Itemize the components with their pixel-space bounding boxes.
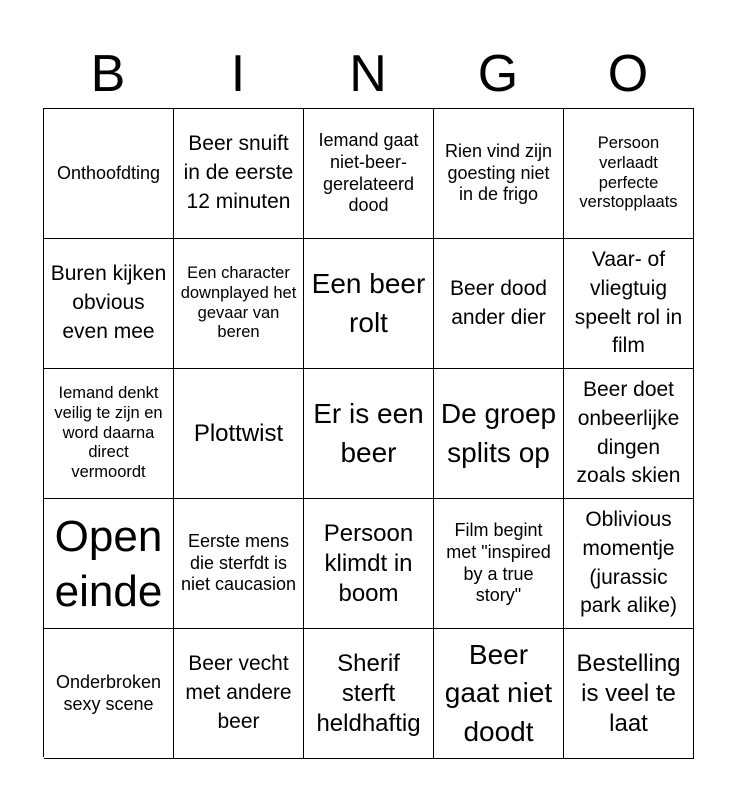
header-letter-i: I [230, 45, 246, 103]
cell-text: Iemand denkt veilig te zijn en word daarna direct vermoordt [54, 384, 163, 482]
bingo-cell[interactable] [304, 369, 434, 499]
cell-text: Beer dood ander dier [450, 276, 547, 329]
bingo-cell[interactable] [44, 499, 174, 629]
bingo-cell[interactable] [434, 499, 564, 629]
cell-text: Beer snuift in de eerste 12 minuten [183, 132, 294, 213]
cell-text: Er is een beer [313, 397, 424, 468]
cell-text: Film begint met "inspired by a true story" [446, 520, 551, 606]
bingo-cell[interactable] [434, 629, 564, 759]
bingo-cell[interactable] [564, 239, 694, 369]
bingo-board [43, 108, 694, 757]
bingo-cell[interactable] [44, 629, 174, 759]
cell-text: Rien vind zijn goesting niet in de frigo [444, 141, 553, 205]
header-letter-b: B [90, 45, 126, 103]
bingo-cell[interactable] [44, 239, 174, 369]
bingo-cell[interactable] [44, 109, 174, 239]
bingo-cell[interactable] [564, 499, 694, 629]
bingo-cell[interactable] [434, 109, 564, 239]
header-letter-o: O [607, 45, 649, 103]
bingo-cell[interactable] [304, 109, 434, 239]
bingo-cell[interactable] [434, 239, 564, 369]
cell-text: Open einde [54, 511, 163, 616]
cell-text: Eerste mens die sterfdt is niet caucasion [180, 531, 297, 595]
cell-text: Persoon klimdt in boom [323, 519, 414, 607]
cell-text: Onderbroken sexy scene [55, 671, 162, 714]
bingo-cell[interactable] [564, 629, 694, 759]
bingo-cell[interactable] [174, 629, 304, 759]
cell-text: Sherif sterft heldhaftig [316, 649, 421, 737]
bingo-cell[interactable] [304, 629, 434, 759]
cell-text: Bestelling is veel te laat [576, 649, 681, 737]
bingo-cell[interactable] [564, 109, 694, 239]
bingo-cell[interactable] [174, 239, 304, 369]
cell-text: Iemand gaat niet-beer-gerelateerd dood [318, 130, 419, 216]
header-letter-n: N [349, 45, 387, 103]
bingo-cell[interactable] [564, 369, 694, 499]
cell-text: Oblivious momentje (jurassic park alike) [580, 507, 677, 618]
cell-text: Plottwist [193, 419, 284, 447]
bingo-header [43, 40, 693, 108]
cell-text: Een beer rolt [311, 267, 426, 338]
bingo-cell[interactable] [174, 369, 304, 499]
cell-text: De groep splits op [440, 397, 557, 468]
bingo-cell[interactable] [174, 109, 304, 239]
header-letter-g: G [477, 45, 519, 103]
cell-text: Een character downplayed het gevaar van beren [180, 263, 297, 342]
bingo-cell[interactable] [304, 239, 434, 369]
bingo-cell[interactable] [304, 499, 434, 629]
cell-text: Beer vecht met andere beer [185, 652, 292, 733]
bingo-cell[interactable] [44, 369, 174, 499]
cell-text: Persoon verlaadt perfecte verstopplaats [579, 133, 678, 212]
cell-text: Beer gaat niet doodt [444, 638, 553, 747]
bingo-cell[interactable] [434, 369, 564, 499]
cell-text: Buren kijken obvious even mee [50, 262, 167, 343]
cell-text: Beer doet onbeerlijke dingen zoals skien [576, 377, 681, 488]
cell-text: Onthoofdting [56, 162, 161, 183]
cell-text: Vaar- of vliegtuig speelt rol in film [574, 247, 683, 358]
bingo-cell[interactable] [174, 499, 304, 629]
